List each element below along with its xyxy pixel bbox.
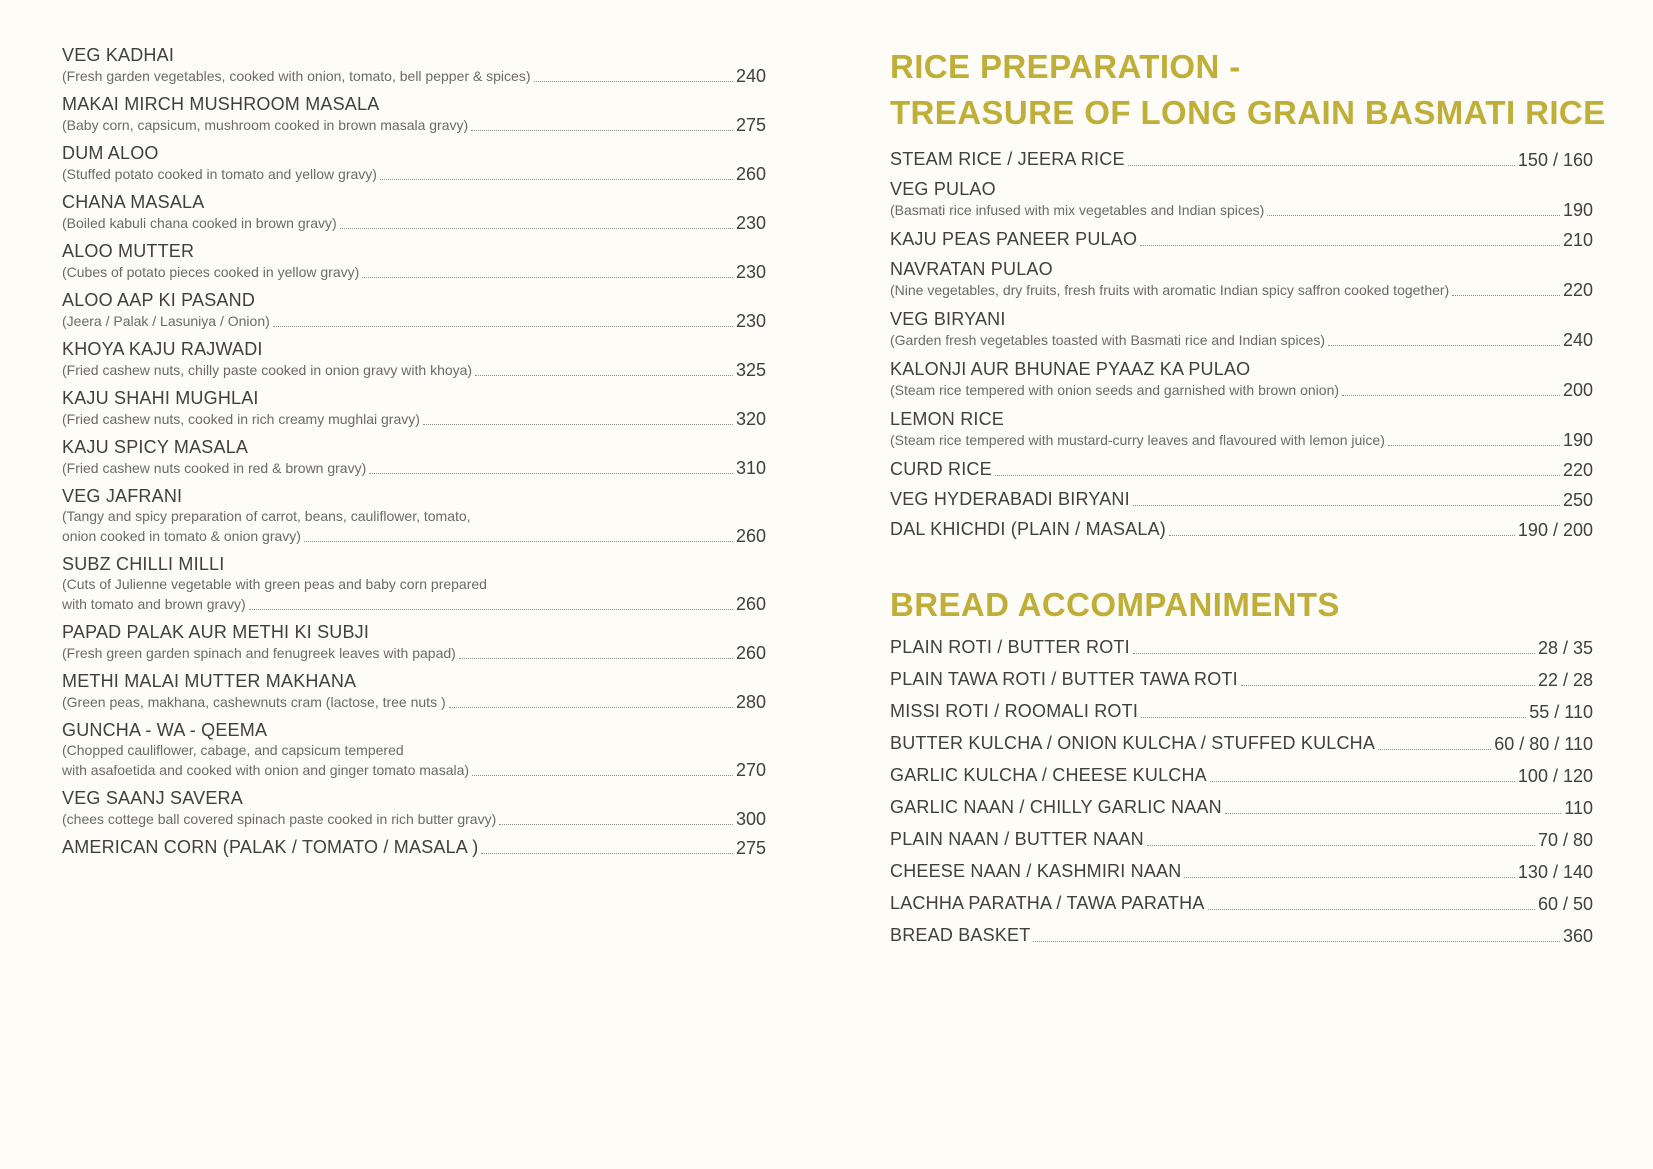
menu-item-price: 240 xyxy=(1562,330,1593,350)
menu-item xyxy=(890,924,1593,946)
menu-item-name: CHANA MASALA xyxy=(62,192,205,212)
menu-item xyxy=(62,387,766,429)
menu-item-price: 130 / 140 xyxy=(1517,862,1593,882)
rice-section-title-line1: RICE PREPARATION - xyxy=(890,48,1241,85)
dot-leader xyxy=(471,130,733,131)
menu-item-name: VEG KADHAI xyxy=(62,45,175,65)
menu-item xyxy=(890,458,1593,480)
menu-item-price: 230 xyxy=(735,262,766,282)
menu-item-name: NAVRATAN PULAO xyxy=(890,259,1053,279)
menu-item xyxy=(62,289,766,331)
menu-item xyxy=(62,787,766,829)
menu-item-row xyxy=(890,668,1593,690)
menu-item-price: 280 xyxy=(735,692,766,712)
menu-item-description: (Cuts of Julienne vegetable with green peas and baby corn prepared xyxy=(62,576,487,592)
menu-item-row xyxy=(890,796,1593,818)
dot-leader xyxy=(1169,535,1515,536)
menu-item-price: 150 / 160 xyxy=(1517,150,1593,170)
menu-item-row xyxy=(890,764,1593,786)
menu-item-row xyxy=(890,828,1593,850)
menu-item-price: 250 xyxy=(1562,490,1593,510)
rice-section-title-line2: TREASURE OF LONG GRAIN BASMATI RICE xyxy=(890,94,1606,131)
bread-section-title: BREAD ACCOMPANIMENTS xyxy=(890,586,1340,623)
menu-item-name: ALOO MUTTER xyxy=(62,241,195,261)
rice-section xyxy=(890,44,1606,540)
menu-item-description: with tomato and brown gravy) xyxy=(62,596,246,612)
dot-leader xyxy=(304,541,733,542)
menu-item-description: (Fried cashew nuts, cooked in rich creamy mughlai gravy) xyxy=(62,411,420,427)
menu-item-name: GARLIC NAAN / CHILLY GARLIC NAAN xyxy=(890,797,1222,817)
menu-item xyxy=(62,836,766,858)
dot-leader xyxy=(1141,717,1526,718)
dot-leader xyxy=(1133,505,1560,506)
menu-item-name: KAJU SHAHI MUGHLAI xyxy=(62,388,259,408)
menu-item-price: 275 xyxy=(735,115,766,135)
menu-item xyxy=(890,148,1593,170)
menu-item-row xyxy=(62,836,766,858)
menu-item xyxy=(62,142,766,184)
menu-item-price: 325 xyxy=(735,360,766,380)
menu-item xyxy=(890,358,1593,400)
menu-item-row xyxy=(890,924,1593,946)
menu-item xyxy=(890,408,1593,450)
menu-item-row xyxy=(62,213,766,233)
menu-item-row xyxy=(890,700,1593,722)
menu-item-price: 190 xyxy=(1562,430,1593,450)
menu-item-row xyxy=(890,380,1593,400)
menu-item-name: SUBZ CHILLI MILLI xyxy=(62,554,225,574)
menu-item xyxy=(890,860,1593,882)
menu-item-price: 310 xyxy=(735,458,766,478)
dot-leader xyxy=(249,609,733,610)
menu-item-name: GARLIC KULCHA / CHEESE KULCHA xyxy=(890,765,1207,785)
dot-leader xyxy=(369,473,733,474)
menu-item-row xyxy=(890,488,1593,510)
menu-item-price: 60 / 50 xyxy=(1537,894,1593,914)
menu-item-name: PAPAD PALAK AUR METHI KI SUBJI xyxy=(62,622,370,642)
menu-item-price: 260 xyxy=(735,526,766,546)
menu-item-description: (Fresh green garden spinach and fenugreek leaves with papad) xyxy=(62,645,456,661)
menu-item-price: 240 xyxy=(735,66,766,86)
dot-leader xyxy=(1210,781,1515,782)
menu-item-description: (Green peas, makhana, cashewnuts cram (lactose, tree nuts ) xyxy=(62,694,446,710)
menu-item-row xyxy=(890,228,1593,250)
dot-leader xyxy=(1133,653,1535,654)
dot-leader xyxy=(1208,909,1535,910)
menu-item xyxy=(890,796,1593,818)
menu-item xyxy=(62,485,766,546)
menu-item xyxy=(890,518,1593,540)
menu-item xyxy=(62,553,766,614)
menu-item-row xyxy=(62,360,766,380)
bread-item-list xyxy=(890,636,1593,946)
menu-item xyxy=(62,719,766,780)
dot-leader xyxy=(534,81,733,82)
bread-section xyxy=(890,582,1593,946)
menu-item-description: (Fried cashew nuts, chilly paste cooked in onion gravy with khoya) xyxy=(62,362,473,378)
menu-item-name: AMERICAN CORN (PALAK / TOMATO / MASALA ) xyxy=(62,837,479,857)
menu-item-row xyxy=(62,458,766,478)
menu-item xyxy=(62,93,766,135)
menu-item-price: 230 xyxy=(735,213,766,233)
menu-item xyxy=(62,436,766,478)
menu-item xyxy=(62,621,766,663)
dot-leader xyxy=(340,228,733,229)
menu-item-price: 22 / 28 xyxy=(1537,670,1593,690)
dot-leader xyxy=(1378,749,1491,750)
menu-item-name: BUTTER KULCHA / ONION KULCHA / STUFFED KULCHA xyxy=(890,733,1376,753)
menu-item xyxy=(890,668,1593,690)
menu-item-price: 220 xyxy=(1562,460,1593,480)
menu-item-name: MISSI ROTI / ROOMALI ROTI xyxy=(890,701,1139,721)
menu-item-price: 230 xyxy=(735,311,766,331)
dot-leader xyxy=(481,853,733,854)
dot-leader xyxy=(475,375,733,376)
menu-item-price: 60 / 80 / 110 xyxy=(1494,734,1593,754)
menu-item-price: 260 xyxy=(735,643,766,663)
menu-item-price: 260 xyxy=(735,164,766,184)
menu-item-price: 200 xyxy=(1562,380,1593,400)
menu-item-row xyxy=(62,526,766,546)
dot-leader xyxy=(1328,345,1560,346)
menu-item-row xyxy=(890,518,1593,540)
menu-item-row xyxy=(890,636,1593,658)
menu-item-price: 360 xyxy=(1562,926,1593,946)
menu-item-name: VEG HYDERABADI BIRYANI xyxy=(890,489,1130,509)
menu-item-price: 55 / 110 xyxy=(1529,702,1593,722)
menu-item-price: 28 / 35 xyxy=(1537,638,1593,658)
menu-item-name: CURD RICE xyxy=(890,459,992,479)
menu-item-row xyxy=(62,115,766,135)
menu-item-name: VEG SAANJ SAVERA xyxy=(62,788,243,808)
menu-item-name: DAL KHICHDI (PLAIN / MASALA) xyxy=(890,519,1166,539)
dot-leader xyxy=(362,277,733,278)
menu-item-name: LACHHA PARATHA / TAWA PARATHA xyxy=(890,893,1205,913)
dot-leader xyxy=(1267,215,1560,216)
dot-leader xyxy=(1452,295,1560,296)
menu-item-row xyxy=(890,860,1593,882)
menu-item-name: VEG JAFRANI xyxy=(62,486,183,506)
menu-item-name: STEAM RICE / JEERA RICE xyxy=(890,149,1125,169)
dot-leader xyxy=(1184,877,1514,878)
menu-item xyxy=(62,191,766,233)
menu-item-row xyxy=(62,594,766,614)
menu-item xyxy=(62,240,766,282)
menu-item-description: (Boiled kabuli chana cooked in brown gravy) xyxy=(62,215,337,231)
menu-item-row xyxy=(890,200,1593,220)
menu-item-description: (Baby corn, capsicum, mushroom cooked in brown masala gravy) xyxy=(62,117,469,133)
menu-item xyxy=(890,258,1593,300)
menu-item-price: 270 xyxy=(735,760,766,780)
menu-item-price: 110 xyxy=(1564,798,1593,818)
menu-item-description: (Cubes of potato pieces cooked in yellow gravy) xyxy=(62,264,360,280)
menu-item xyxy=(890,636,1593,658)
menu-item xyxy=(890,488,1593,510)
menu-item-description: (Fried cashew nuts cooked in red & brown gravy) xyxy=(62,460,367,476)
dot-leader xyxy=(1225,813,1561,814)
menu-item-description: (Nine vegetables, dry fruits, fresh fruits with aromatic Indian spicy saffron cooked together) xyxy=(890,282,1450,298)
menu-item-row xyxy=(890,458,1593,480)
dot-leader xyxy=(1033,941,1560,942)
dot-leader xyxy=(1342,395,1560,396)
menu-item-description: onion cooked in tomato & onion gravy) xyxy=(62,528,301,544)
menu-item xyxy=(890,732,1593,754)
menu-item-row xyxy=(62,66,766,86)
menu-item-description: (Chopped cauliflower, cabage, and capsicum tempered xyxy=(62,742,404,758)
menu-item-row xyxy=(62,409,766,429)
menu-item xyxy=(890,700,1593,722)
right-column xyxy=(890,44,1606,956)
menu-item-name: DUM ALOO xyxy=(62,143,159,163)
menu-item-row xyxy=(62,311,766,331)
menu-item-name: CHEESE NAAN / KASHMIRI NAAN xyxy=(890,861,1182,881)
menu-item-row xyxy=(890,330,1593,350)
menu-item-name: KAJU PEAS PANEER PULAO xyxy=(890,229,1138,249)
menu-item xyxy=(62,44,766,86)
menu-item-row xyxy=(890,148,1593,170)
menu-item-description: (Fresh garden vegetables, cooked with onion, tomato, bell pepper & spices) xyxy=(62,68,531,84)
menu-item-name: PLAIN TAWA ROTI / BUTTER TAWA ROTI xyxy=(890,669,1238,689)
rice-item-list xyxy=(890,148,1593,540)
menu-item xyxy=(890,308,1593,350)
menu-item-name: BREAD BASKET xyxy=(890,925,1031,945)
menu-item-description: (Steam rice tempered with mustard-curry leaves and flavoured with lemon juice) xyxy=(890,432,1385,448)
menu-item-row xyxy=(890,280,1593,300)
menu-item-price: 70 / 80 xyxy=(1537,830,1593,850)
menu-item-row xyxy=(62,262,766,282)
menu-item-description: (Stuffed potato cooked in tomato and yellow gravy) xyxy=(62,166,377,182)
menu-item xyxy=(890,228,1593,250)
menu-item-name: ALOO AAP KI PASAND xyxy=(62,290,256,310)
menu-item xyxy=(62,338,766,380)
menu-item-name: METHI MALAI MUTTER MAKHANA xyxy=(62,671,357,691)
dot-leader xyxy=(1140,245,1560,246)
menu-item-price: 275 xyxy=(735,838,766,858)
dot-leader xyxy=(1388,445,1560,446)
menu-item-row xyxy=(890,430,1593,450)
menu-item-name: VEG PULAO xyxy=(890,179,996,199)
dot-leader xyxy=(995,475,1560,476)
menu-item xyxy=(890,178,1593,220)
menu-item-description: (Basmati rice infused with mix vegetables and Indian spices) xyxy=(890,202,1265,218)
dot-leader xyxy=(449,707,733,708)
dot-leader xyxy=(273,326,733,327)
dot-leader xyxy=(1128,165,1515,166)
menu-item-price: 320 xyxy=(735,409,766,429)
menu-item-row xyxy=(62,760,766,780)
menu-item-row xyxy=(62,643,766,663)
menu-item-price: 210 xyxy=(1562,230,1593,250)
dot-leader xyxy=(1147,845,1535,846)
dot-leader xyxy=(380,179,733,180)
menu-item-name: PLAIN NAAN / BUTTER NAAN xyxy=(890,829,1144,849)
menu-item xyxy=(890,764,1593,786)
menu-item-name: KALONJI AUR BHUNAE PYAAZ KA PULAO xyxy=(890,359,1251,379)
menu-item-price: 260 xyxy=(735,594,766,614)
menu-item-price: 300 xyxy=(735,809,766,829)
menu-item-row xyxy=(62,692,766,712)
veg-main-course-column xyxy=(62,44,766,865)
menu-item-name: MAKAI MIRCH MUSHROOM MASALA xyxy=(62,94,380,114)
menu-item-name: KHOYA KAJU RAJWADI xyxy=(62,339,263,359)
menu-item-price: 220 xyxy=(1562,280,1593,300)
menu-item-name: GUNCHA - WA - QEEMA xyxy=(62,720,268,740)
menu-item xyxy=(890,892,1593,914)
menu-item-description: (Jeera / Palak / Lasuniya / Onion) xyxy=(62,313,270,329)
menu-item-name: PLAIN ROTI / BUTTER ROTI xyxy=(890,637,1130,657)
menu-item-price: 100 / 120 xyxy=(1517,766,1593,786)
menu-item-description: (Garden fresh vegetables toasted with Basmati rice and Indian spices) xyxy=(890,332,1326,348)
menu-item-row xyxy=(890,892,1593,914)
menu-item-name: KAJU SPICY MASALA xyxy=(62,437,249,457)
menu-item-row xyxy=(890,732,1593,754)
menu-item-description: (chees cottege ball covered spinach paste cooked in rich butter gravy) xyxy=(62,811,497,827)
menu-item xyxy=(890,828,1593,850)
dot-leader xyxy=(459,658,733,659)
menu-item-price: 190 / 200 xyxy=(1517,520,1593,540)
menu-item-description: (Steam rice tempered with onion seeds and garnished with brown onion) xyxy=(890,382,1340,398)
dot-leader xyxy=(1241,685,1535,686)
menu-item-row xyxy=(62,164,766,184)
menu-item-price: 190 xyxy=(1562,200,1593,220)
menu-item-name: LEMON RICE xyxy=(890,409,1005,429)
dot-leader xyxy=(472,775,733,776)
menu-item-description: with asafoetida and cooked with onion and ginger tomato masala) xyxy=(62,762,470,778)
menu-item-name: VEG BIRYANI xyxy=(890,309,1006,329)
menu-item xyxy=(62,670,766,712)
menu-item-row xyxy=(62,809,766,829)
dot-leader xyxy=(423,424,733,425)
menu-item-description: (Tangy and spicy preparation of carrot, beans, cauliflower, tomato, xyxy=(62,508,471,524)
dot-leader xyxy=(499,824,733,825)
